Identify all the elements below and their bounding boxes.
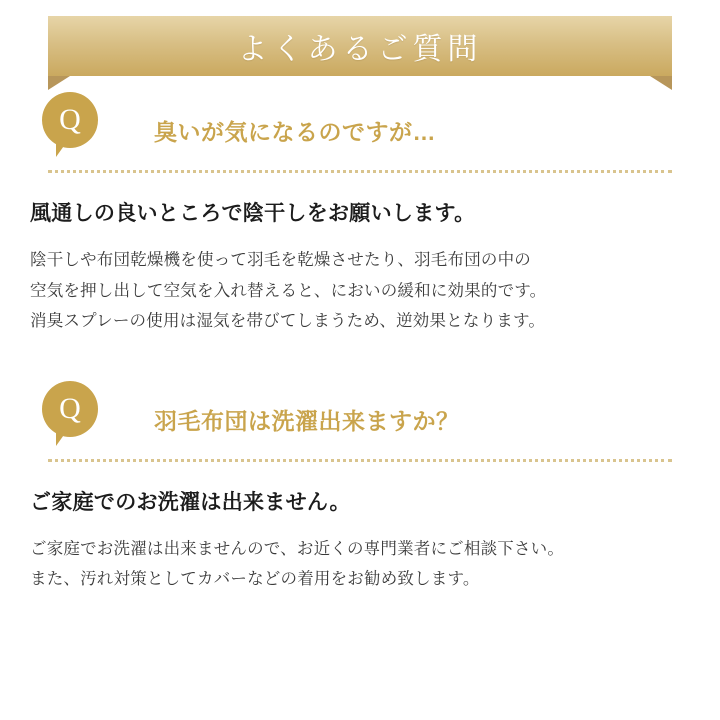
question-marker-icon: Q [42, 92, 98, 148]
question-text: 羽毛布団は洗濯出来ますか？ [154, 407, 460, 434]
answer-line: 陰干しや布団乾燥機を使って羽毛を乾燥させたり、羽毛布団の中の [30, 251, 531, 269]
answer-2 [0, 486, 720, 595]
ribbon-tail-left-icon [48, 76, 70, 90]
answer-body [30, 245, 690, 337]
divider [48, 459, 672, 462]
question-row [36, 92, 684, 148]
answer-heading: 風通しの良いところで陰干しをお願いします。 [30, 202, 476, 225]
faq-item-2 [0, 381, 720, 462]
answer-line: ご家庭でお洗濯は出来ませんので、お近くの専門業者にご相談下さい。 [30, 539, 565, 558]
section-spacer [0, 337, 720, 381]
answer-line: 消臭スプレーの使用は湿気を帯びてしまうため、逆効果となります。 [30, 312, 546, 331]
answer-1 [0, 197, 720, 337]
ribbon-tail-right-icon [650, 76, 672, 90]
faq-item-1 [0, 92, 720, 173]
banner [0, 0, 720, 92]
question-text: 臭いが気になるのですが… [154, 119, 436, 145]
divider [48, 170, 672, 173]
page-title: よくあるご質問 [237, 33, 483, 66]
question-marker-icon: Q [42, 381, 98, 437]
question-row [36, 381, 684, 437]
ribbon-banner [48, 16, 672, 76]
answer-body [30, 534, 690, 595]
answer-line: 空気を押し出して空気を入れ替えると、においの緩和に効果的です。 [30, 281, 547, 300]
answer-heading: ご家庭でのお洗濯は出来ません。 [30, 490, 351, 514]
answer-line: また、汚れ対策としてカバーなどの着用をお勧め致します。 [30, 570, 480, 589]
